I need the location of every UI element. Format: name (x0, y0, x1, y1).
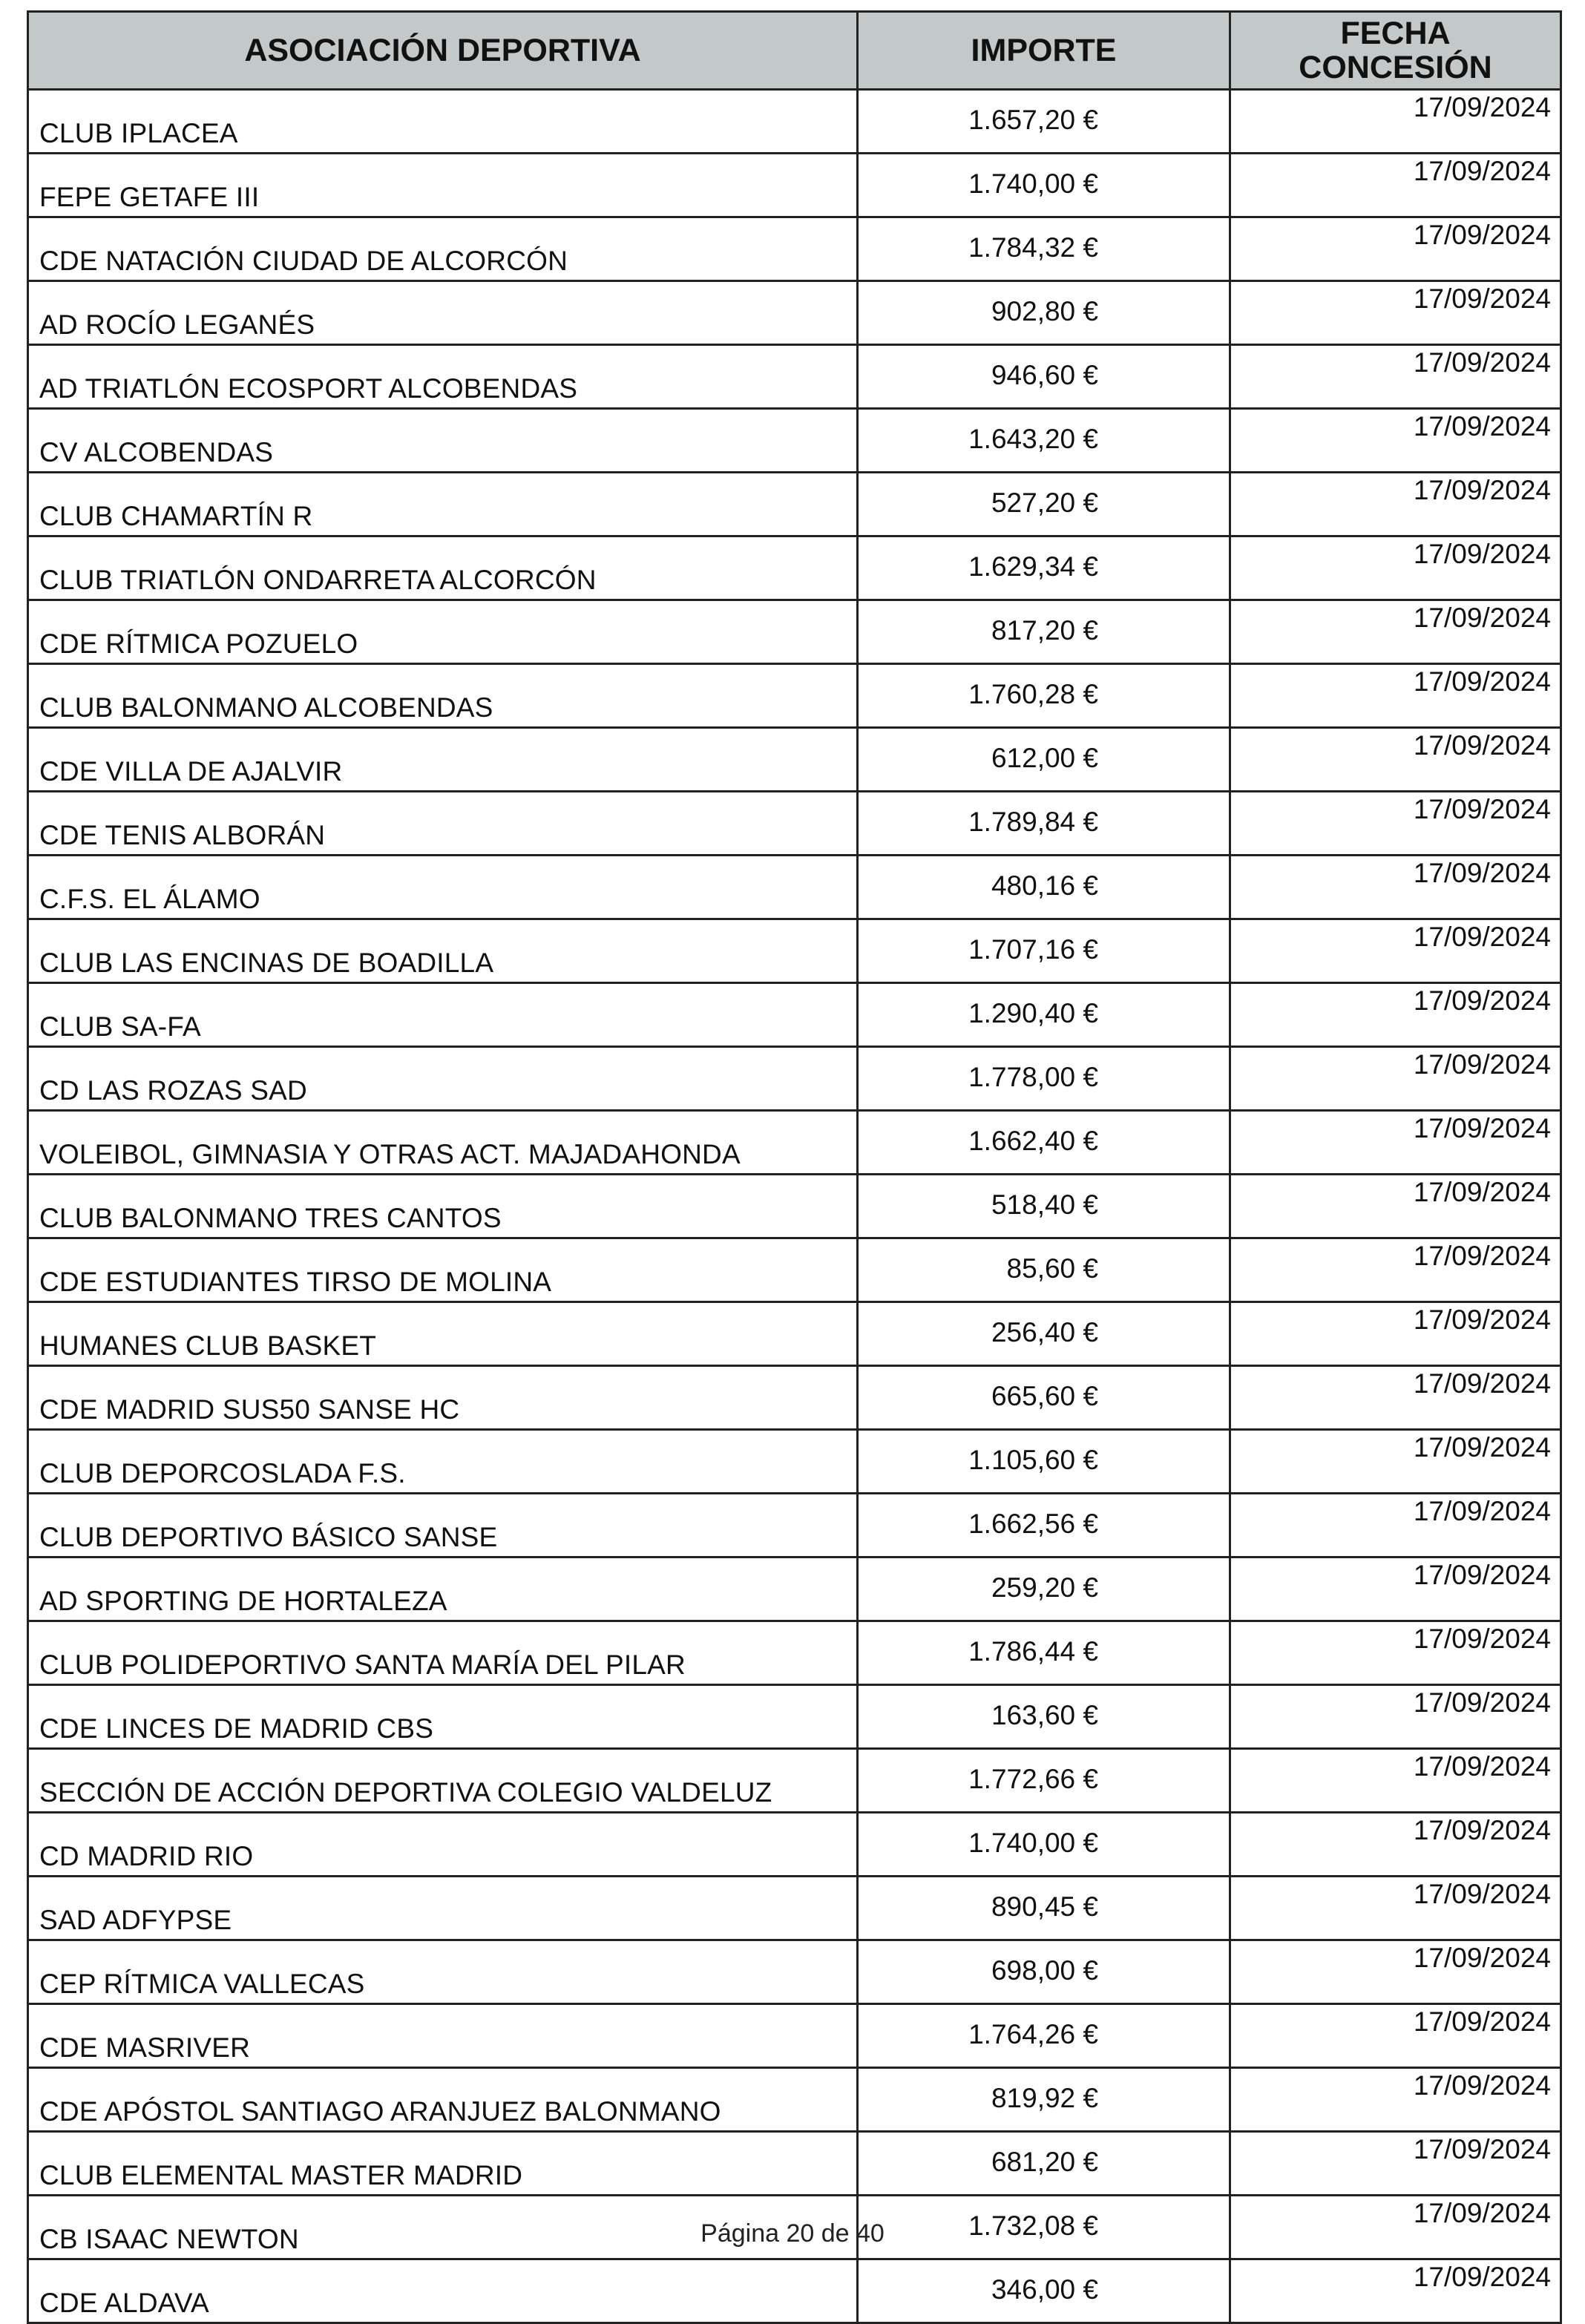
table-row (28, 1175, 1561, 1238)
header-entity: ASOCIACIÓN DEPORTIVA (28, 12, 858, 90)
table-row (28, 409, 1561, 473)
entity-name-cell: VOLEIBOL, GIMNASIA Y OTRAS ACT. MAJADAHONDA (28, 1111, 858, 1175)
table-row (28, 1940, 1561, 2004)
entity-name-cell: CDE NATACIÓN CIUDAD DE ALCORCÓN (28, 217, 858, 281)
date-cell: 17/09/2024 (1230, 1494, 1561, 1557)
entity-name-cell: CDE MASRIVER (28, 2004, 858, 2068)
table-row (28, 1047, 1561, 1111)
table-row (28, 919, 1561, 983)
entity-name-cell: CLUB DEPORTIVO BÁSICO SANSE (28, 1494, 858, 1557)
date-cell: 17/09/2024 (1230, 983, 1561, 1047)
amount-cell: 665,60 € (858, 1366, 1230, 1430)
amount-cell: 698,00 € (858, 1940, 1230, 2004)
table-row (28, 1557, 1561, 1621)
date-cell: 17/09/2024 (1230, 792, 1561, 856)
entity-name-cell: CLUB IPLACEA (28, 90, 858, 154)
date-cell: 17/09/2024 (1230, 1366, 1561, 1430)
table-row (28, 1685, 1561, 1749)
amount-cell: 1.760,28 € (858, 664, 1230, 728)
table-row (28, 90, 1561, 154)
date-cell: 17/09/2024 (1230, 1430, 1561, 1494)
entity-name-cell: CLUB BALONMANO ALCOBENDAS (28, 664, 858, 728)
date-cell: 17/09/2024 (1230, 1302, 1561, 1366)
table-row (28, 154, 1561, 217)
entity-name-cell: CDE ESTUDIANTES TIRSO DE MOLINA (28, 1238, 858, 1302)
date-cell: 17/09/2024 (1230, 919, 1561, 983)
amount-cell: 1.662,56 € (858, 1494, 1230, 1557)
amount-cell: 518,40 € (858, 1175, 1230, 1238)
date-cell: 17/09/2024 (1230, 90, 1561, 154)
entity-name-cell: CLUB DEPORCOSLADA F.S. (28, 1430, 858, 1494)
date-cell: 17/09/2024 (1230, 281, 1561, 345)
amount-cell: 1.629,34 € (858, 536, 1230, 600)
header-row (28, 12, 1561, 90)
date-cell: 17/09/2024 (1230, 856, 1561, 919)
amount-cell: 819,92 € (858, 2068, 1230, 2132)
date-cell: 17/09/2024 (1230, 1877, 1561, 1940)
entity-name-cell: CDE MADRID SUS50 SANSE HC (28, 1366, 858, 1430)
entity-name-cell: CV ALCOBENDAS (28, 409, 858, 473)
date-cell: 17/09/2024 (1230, 728, 1561, 792)
entity-name-cell: SECCIÓN DE ACCIÓN DEPORTIVA COLEGIO VALDELUZ (28, 1749, 858, 1813)
entity-name-cell: CDE ALDAVA (28, 2259, 858, 2323)
entity-name-cell: CLUB TRIATLÓN ONDARRETA ALCORCÓN (28, 536, 858, 600)
date-cell: 17/09/2024 (1230, 154, 1561, 217)
entity-name-cell: CDE TENIS ALBORÁN (28, 792, 858, 856)
table-row (28, 473, 1561, 536)
table-row (28, 983, 1561, 1047)
amount-cell: 890,45 € (858, 1877, 1230, 1940)
entity-name-cell: AD ROCÍO LEGANÉS (28, 281, 858, 345)
table-row (28, 1494, 1561, 1557)
amount-cell: 1.740,00 € (858, 1813, 1230, 1877)
date-cell: 17/09/2024 (1230, 600, 1561, 664)
amount-cell: 681,20 € (858, 2132, 1230, 2196)
amount-cell: 1.643,20 € (858, 409, 1230, 473)
amount-cell: 1.764,26 € (858, 2004, 1230, 2068)
date-cell: 17/09/2024 (1230, 2068, 1561, 2132)
entity-name-cell: CLUB BALONMANO TRES CANTOS (28, 1175, 858, 1238)
entity-name-cell: CDE RÍTMICA POZUELO (28, 600, 858, 664)
amount-cell: 256,40 € (858, 1302, 1230, 1366)
table-row (28, 2132, 1561, 2196)
table-row (28, 2259, 1561, 2323)
entity-name-cell: AD TRIATLÓN ECOSPORT ALCOBENDAS (28, 345, 858, 409)
table-row (28, 792, 1561, 856)
date-cell: 17/09/2024 (1230, 473, 1561, 536)
table-row (28, 1302, 1561, 1366)
table-row (28, 600, 1561, 664)
date-cell: 17/09/2024 (1230, 664, 1561, 728)
date-cell: 17/09/2024 (1230, 2132, 1561, 2196)
date-cell: 17/09/2024 (1230, 1175, 1561, 1238)
entity-name-cell: CD LAS ROZAS SAD (28, 1047, 858, 1111)
amount-cell: 902,80 € (858, 281, 1230, 345)
date-cell: 17/09/2024 (1230, 536, 1561, 600)
page-footer: Página 20 de 40 (700, 2219, 885, 2248)
date-cell: 17/09/2024 (1230, 1685, 1561, 1749)
entity-name-cell: CB ISAAC NEWTON (28, 2196, 858, 2259)
entity-name-cell: CEP RÍTMICA VALLECAS (28, 1940, 858, 2004)
table-header (28, 12, 1561, 90)
date-cell: 17/09/2024 (1230, 345, 1561, 409)
date-cell: 17/09/2024 (1230, 1238, 1561, 1302)
amount-cell: 1.786,44 € (858, 1621, 1230, 1685)
date-cell: 17/09/2024 (1230, 1047, 1561, 1111)
entity-name-cell: FEPE GETAFE III (28, 154, 858, 217)
date-cell: 17/09/2024 (1230, 1940, 1561, 2004)
table-row (28, 1749, 1561, 1813)
entity-name-cell: SAD ADFYPSE (28, 1877, 858, 1940)
amount-cell: 346,00 € (858, 2259, 1230, 2323)
table-row (28, 1430, 1561, 1494)
amount-cell: 1.784,32 € (858, 217, 1230, 281)
amount-cell: 1.105,60 € (858, 1430, 1230, 1494)
table-row (28, 2068, 1561, 2132)
amount-cell: 1.657,20 € (858, 90, 1230, 154)
date-cell: 17/09/2024 (1230, 1813, 1561, 1877)
table-row (28, 1238, 1561, 1302)
date-cell: 17/09/2024 (1230, 1621, 1561, 1685)
entity-name-cell: CLUB ELEMENTAL MASTER MADRID (28, 2132, 858, 2196)
entity-name-cell: CD MADRID RIO (28, 1813, 858, 1877)
date-cell: 17/09/2024 (1230, 1749, 1561, 1813)
table-row (28, 856, 1561, 919)
date-cell: 17/09/2024 (1230, 409, 1561, 473)
header-date (1230, 12, 1561, 90)
amount-cell: 480,16 € (858, 856, 1230, 919)
amount-cell: 1.778,00 € (858, 1047, 1230, 1111)
entity-name-cell: CLUB LAS ENCINAS DE BOADILLA (28, 919, 858, 983)
header-amount: IMPORTE (858, 12, 1230, 90)
entity-name-cell: CDE VILLA DE AJALVIR (28, 728, 858, 792)
entity-name-cell: HUMANES CLUB BASKET (28, 1302, 858, 1366)
date-cell: 17/09/2024 (1230, 1557, 1561, 1621)
entity-name-cell: CLUB CHAMARTÍN R (28, 473, 858, 536)
entity-name-cell: CLUB SA-FA (28, 983, 858, 1047)
table-row (28, 1621, 1561, 1685)
table-row (28, 345, 1561, 409)
amount-cell: 259,20 € (858, 1557, 1230, 1621)
entity-name-cell: CDE APÓSTOL SANTIAGO ARANJUEZ BALONMANO (28, 2068, 858, 2132)
entity-name-cell: C.F.S. EL ÁLAMO (28, 856, 858, 919)
date-cell: 17/09/2024 (1230, 2259, 1561, 2323)
table-row (28, 217, 1561, 281)
amount-cell: 1.707,16 € (858, 919, 1230, 983)
table-row (28, 728, 1561, 792)
header-date-line1: FECHA (1340, 16, 1451, 51)
amount-cell: 946,60 € (858, 345, 1230, 409)
table-row (28, 281, 1561, 345)
amount-cell: 1.662,40 € (858, 1111, 1230, 1175)
table-body (28, 90, 1561, 2323)
table-row (28, 1877, 1561, 1940)
amount-cell: 527,20 € (858, 473, 1230, 536)
date-cell: 17/09/2024 (1230, 217, 1561, 281)
amount-cell: 1.789,84 € (858, 792, 1230, 856)
amount-cell: 1.772,66 € (858, 1749, 1230, 1813)
amount-cell: 163,60 € (858, 1685, 1230, 1749)
entity-name-cell: AD SPORTING DE HORTALEZA (28, 1557, 858, 1621)
amount-cell: 85,60 € (858, 1238, 1230, 1302)
date-cell: 17/09/2024 (1230, 2004, 1561, 2068)
amount-cell: 817,20 € (858, 600, 1230, 664)
amount-cell: 1.290,40 € (858, 983, 1230, 1047)
table-row (28, 1111, 1561, 1175)
date-cell: 17/09/2024 (1230, 2196, 1561, 2259)
entity-name-cell: CDE LINCES DE MADRID CBS (28, 1685, 858, 1749)
table-row (28, 2004, 1561, 2068)
amount-cell: 612,00 € (858, 728, 1230, 792)
entity-name-cell: CLUB POLIDEPORTIVO SANTA MARÍA DEL PILAR (28, 1621, 858, 1685)
table-row (28, 1366, 1561, 1430)
header-date-line2: CONCESIÓN (1299, 50, 1492, 85)
table-row (28, 664, 1561, 728)
table-row (28, 536, 1561, 600)
amount-cell: 1.732,08 € (858, 2196, 1230, 2259)
grants-table (27, 10, 1562, 2324)
table-row (28, 1813, 1561, 1877)
amount-cell: 1.740,00 € (858, 154, 1230, 217)
date-cell: 17/09/2024 (1230, 1111, 1561, 1175)
